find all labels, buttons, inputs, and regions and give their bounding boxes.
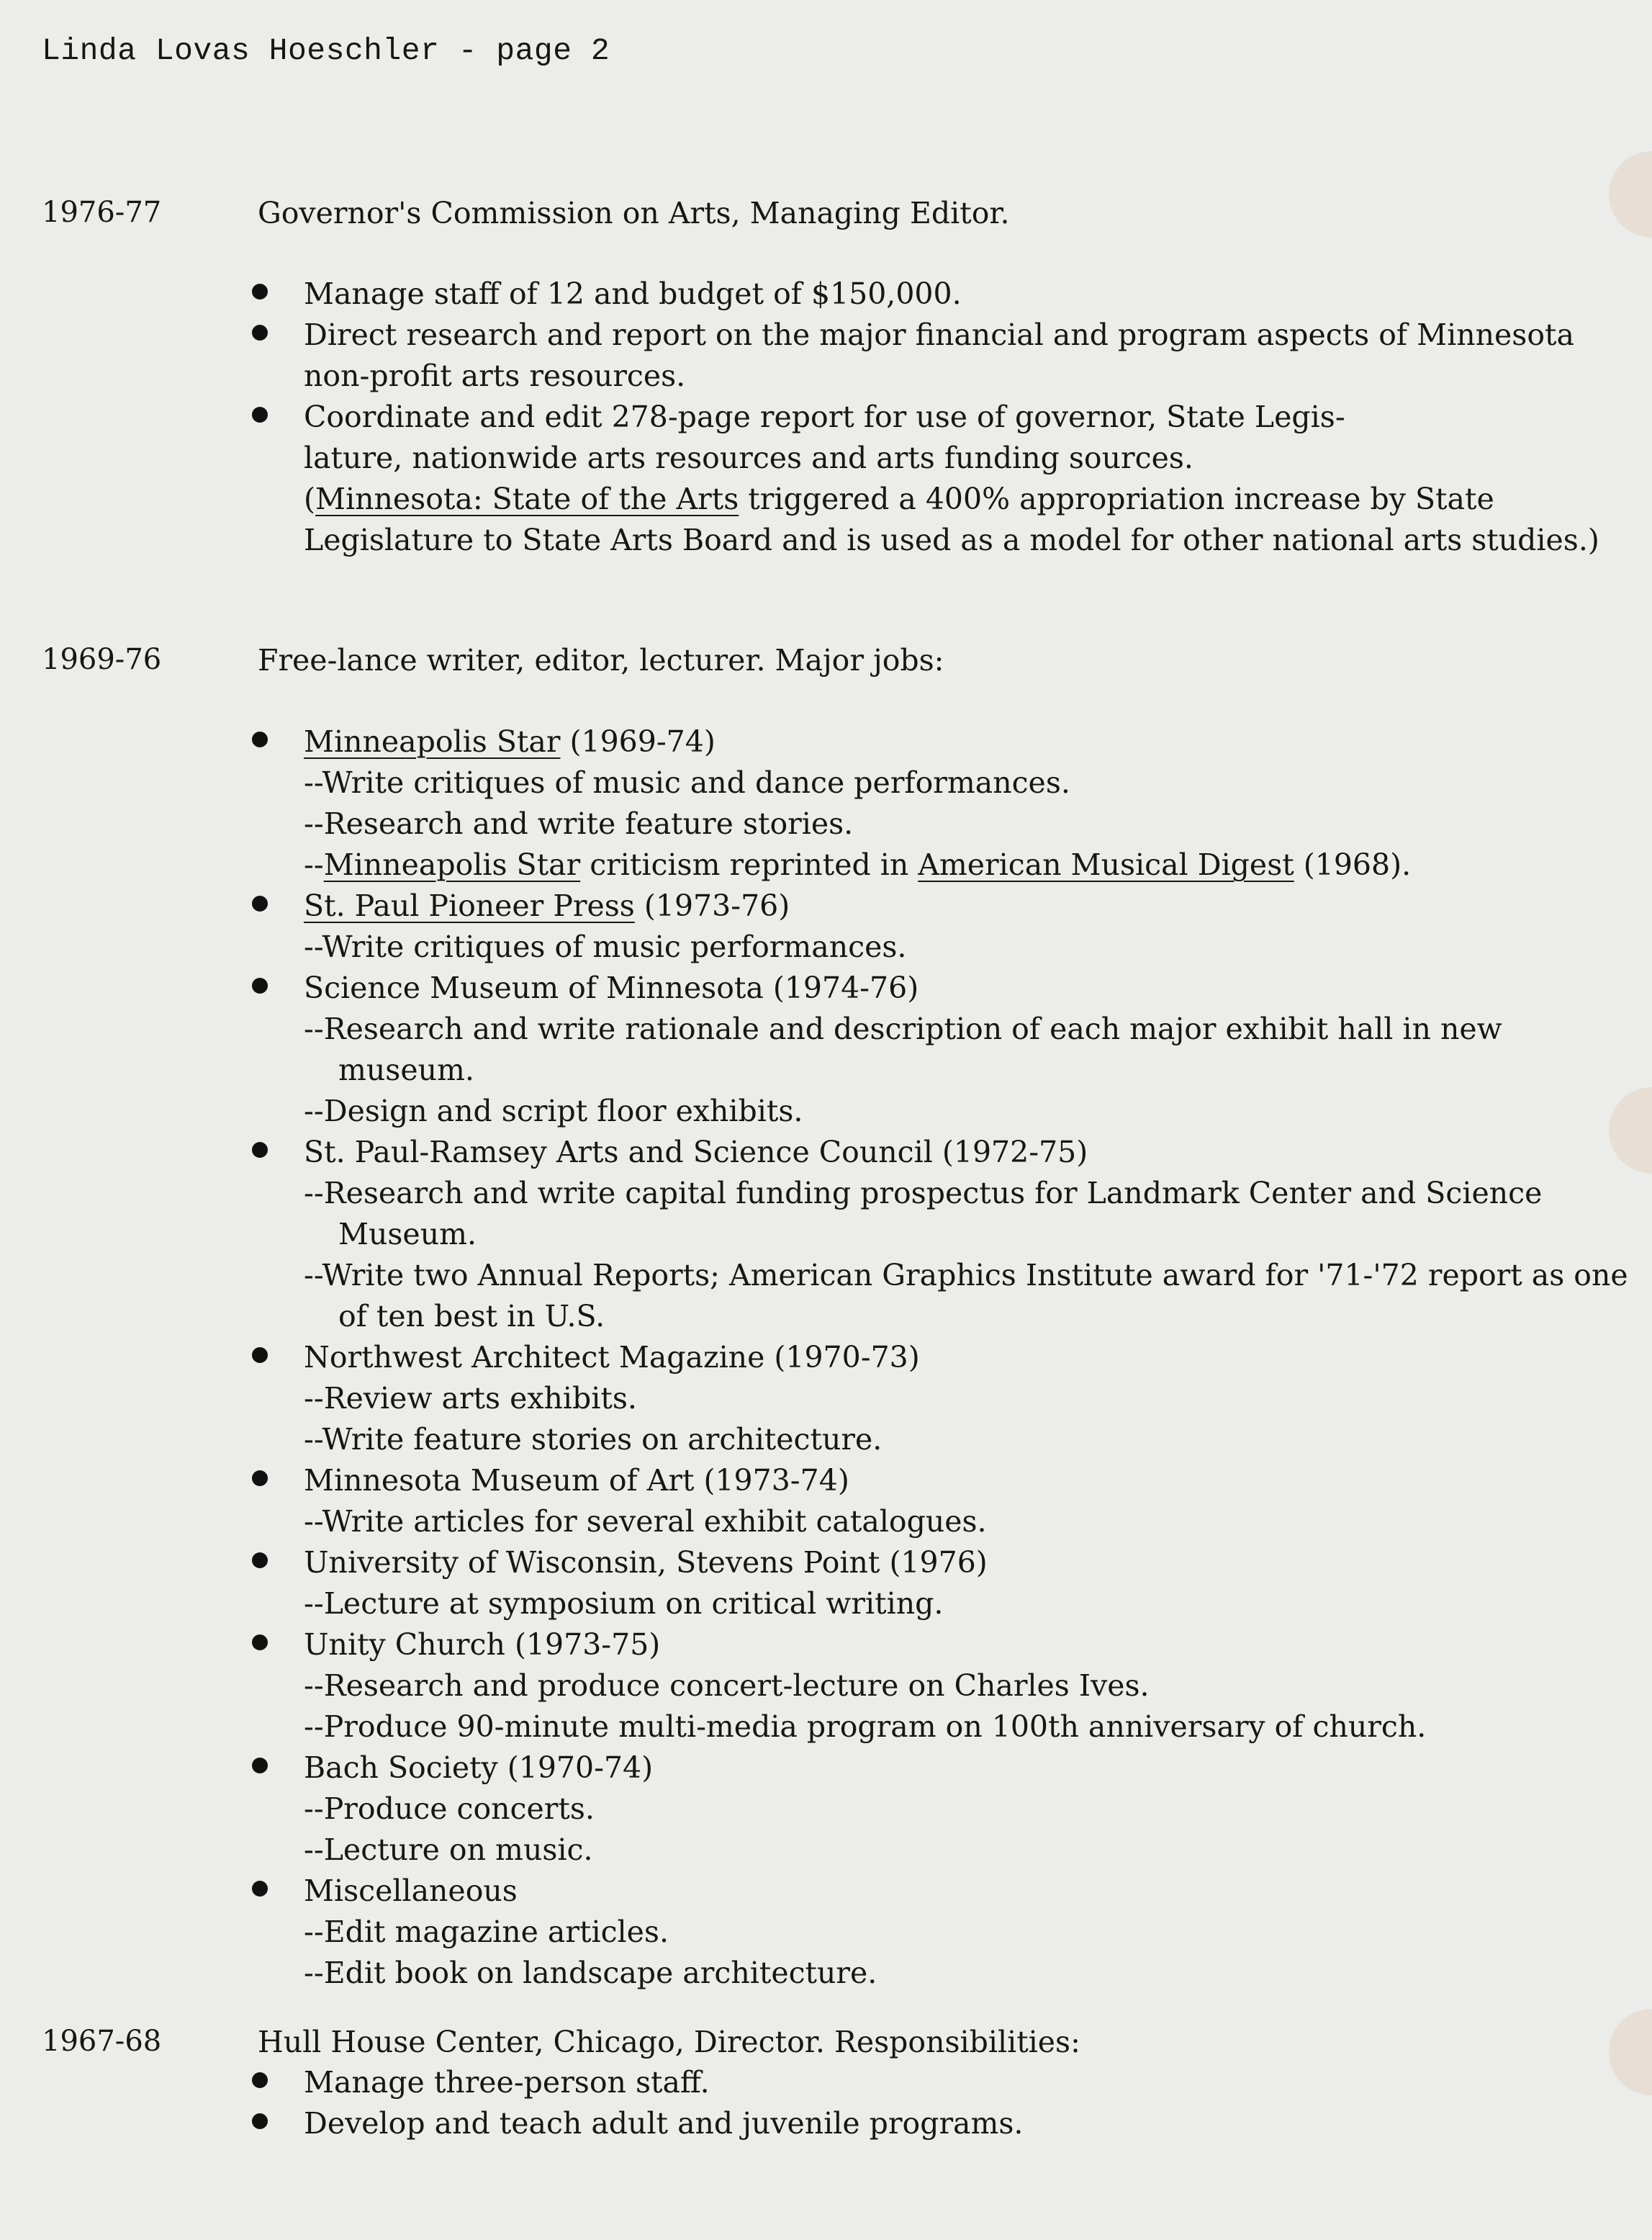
bullet-icon (252, 2113, 268, 2129)
job-item (252, 1337, 1641, 1460)
bullet-icon (252, 407, 268, 423)
job-detail: --Lecture at symposium on critical writing. (304, 1586, 944, 1621)
job-name: Minnesota Museum of Art (304, 1463, 695, 1498)
job-dates: (1973-75) (505, 1627, 661, 1662)
job-dates: (1973-74) (694, 1463, 849, 1498)
job-item (252, 886, 1641, 968)
job-detail: --Research and produce concert-lecture on Charles Ives. (304, 1668, 1150, 1703)
list-item (252, 2103, 1605, 2144)
detail-prefix: -- (304, 847, 324, 882)
bullet-icon (252, 1758, 268, 1773)
note-text: triggered a 400% appropriation increase by State Legislature to State Arts Board and is used as a model for other national arts studies.) (304, 482, 1599, 557)
job-heading (304, 721, 1641, 763)
job-heading (304, 968, 1641, 1009)
section-title: Governor's Commission on Arts, Managing Editor. (258, 196, 1010, 230)
job-detail: --Write two Annual Reports; American Graphics Institute award for '71-'72 report as one of ten best in U.S. (304, 1258, 1628, 1333)
section-years: 1967-68 (42, 2025, 162, 2058)
job-dates: (1974-76) (763, 971, 919, 1005)
job-item (252, 1460, 1641, 1542)
job-heading (304, 1460, 1641, 1501)
page-edge-mark (1609, 151, 1652, 238)
page-header: Linda Lovas Hoeschler - page 2 (42, 33, 610, 68)
report-title: Minnesota: State of the Arts (315, 482, 739, 516)
job-detail: --Research and write rationale and description of each major exhibit hall in new museum. (304, 1012, 1502, 1087)
job-heading (304, 1132, 1641, 1173)
bullet-icon (252, 1634, 268, 1650)
job-detail: --Write critiques of music performances. (304, 930, 907, 964)
job-dates: (1969-74) (560, 724, 716, 759)
bullet-text: Develop and teach adult and juvenile programs. (304, 2106, 1024, 2141)
bullet-icon (252, 1470, 268, 1486)
job-detail: --Produce 90-minute multi-media program on 100th anniversary of church. (304, 1709, 1427, 1744)
bullet-icon (252, 1142, 268, 1158)
report-note: (Minnesota: State of the Arts triggered a 400% appropriation increase by State Legislature to State Arts Board and is used as a model for other national arts studies.) (304, 482, 1599, 557)
bullet-text: Manage three-person staff. (304, 2065, 710, 2100)
job-name: Miscellaneous (304, 1874, 518, 1908)
job-detail: --Review arts exhibits. (304, 1381, 637, 1416)
bullet-text: Coordinate and edit 278-page report for use of governor, State Legis- (304, 400, 1345, 434)
bullet-icon (252, 1881, 268, 1897)
bullet-text: Direct research and report on the major financial and program aspects of Minnesota non-profit arts resources. (304, 318, 1574, 393)
job-detail: --Write feature stories on architecture. (304, 1422, 883, 1457)
job-name: Northwest Architect Magazine (304, 1340, 765, 1375)
job-heading (304, 1871, 1641, 1912)
detail-text: (1968). (1294, 847, 1412, 882)
job-detail: --Research and write capital funding prospectus for Landmark Center and Science Museum. (304, 1176, 1543, 1251)
job-heading (304, 1337, 1641, 1378)
job-item (252, 968, 1641, 1132)
job-name: Science Museum of Minnesota (304, 971, 764, 1005)
job-dates: (1970-74) (497, 1750, 654, 1785)
bullet-icon (252, 978, 268, 994)
job-name: Unity Church (304, 1627, 505, 1662)
job-dates: (1973-76) (634, 889, 790, 923)
job-dates: (1970-73) (764, 1340, 920, 1375)
job-name: St. Paul-Ramsey Arts and Science Council (304, 1135, 933, 1169)
section-years: 1976-77 (42, 196, 162, 229)
list-item (252, 397, 1605, 561)
bullet-list (252, 2062, 1605, 2144)
job-heading (304, 886, 1641, 927)
job-item (252, 1624, 1641, 1748)
section-title: Hull House Center, Chicago, Director. Responsibilities: (258, 2025, 1080, 2059)
section-years: 1969-76 (42, 643, 162, 676)
bullet-icon (252, 2072, 268, 2088)
job-name: Bach Society (304, 1750, 498, 1785)
job-detail: --Edit book on landscape architecture. (304, 1956, 877, 1990)
job-name: St. Paul Pioneer Press (304, 889, 635, 923)
job-heading (304, 1542, 1641, 1583)
bullet-icon (252, 896, 268, 912)
bullet-icon (252, 1552, 268, 1568)
bullet-icon (252, 732, 268, 747)
job-detail: --Produce concerts. (304, 1791, 595, 1826)
publication-name: Minneapolis Star (323, 847, 581, 882)
job-item (252, 1132, 1641, 1337)
job-detail: --Research and write feature stories. (304, 806, 854, 841)
list-item (252, 274, 1605, 315)
list-item (252, 315, 1605, 397)
bullet-icon (252, 284, 268, 300)
job-heading (304, 1748, 1641, 1789)
page-edge-mark (1609, 2009, 1652, 2095)
publication-name: American Musical Digest (918, 847, 1294, 882)
job-detail: --Edit magazine articles. (304, 1915, 669, 1949)
job-detail: --Write articles for several exhibit catalogues. (304, 1504, 987, 1539)
section-title: Free-lance writer, editor, lecturer. Major jobs: (258, 643, 944, 678)
job-heading (304, 1624, 1641, 1665)
job-item (252, 1871, 1641, 1994)
bullet-text: lature, nationwide arts resources and arts funding sources. (304, 441, 1193, 475)
bullet-icon (252, 1347, 268, 1363)
bullet-icon (252, 325, 268, 341)
bullet-text: Manage staff of 12 and budget of $150,000. (304, 276, 962, 311)
job-dates: (1972-75) (932, 1135, 1088, 1169)
job-detail: --Design and script floor exhibits. (304, 1094, 803, 1128)
detail-text: criticism reprinted in (580, 847, 918, 882)
job-detail: --Write critiques of music and dance performances. (304, 765, 1070, 800)
job-item (252, 1748, 1641, 1871)
list-item (252, 2062, 1605, 2103)
job-name: Minneapolis Star (304, 724, 561, 759)
bullet-list (252, 274, 1605, 561)
jobs-list (252, 721, 1641, 1994)
job-detail: --Lecture on music. (304, 1832, 593, 1867)
job-name: University of Wisconsin, Stevens Point (304, 1545, 880, 1580)
job-detail (304, 845, 1641, 886)
job-dates: (1976) (880, 1545, 988, 1580)
job-item (252, 721, 1641, 886)
job-item (252, 1542, 1641, 1624)
